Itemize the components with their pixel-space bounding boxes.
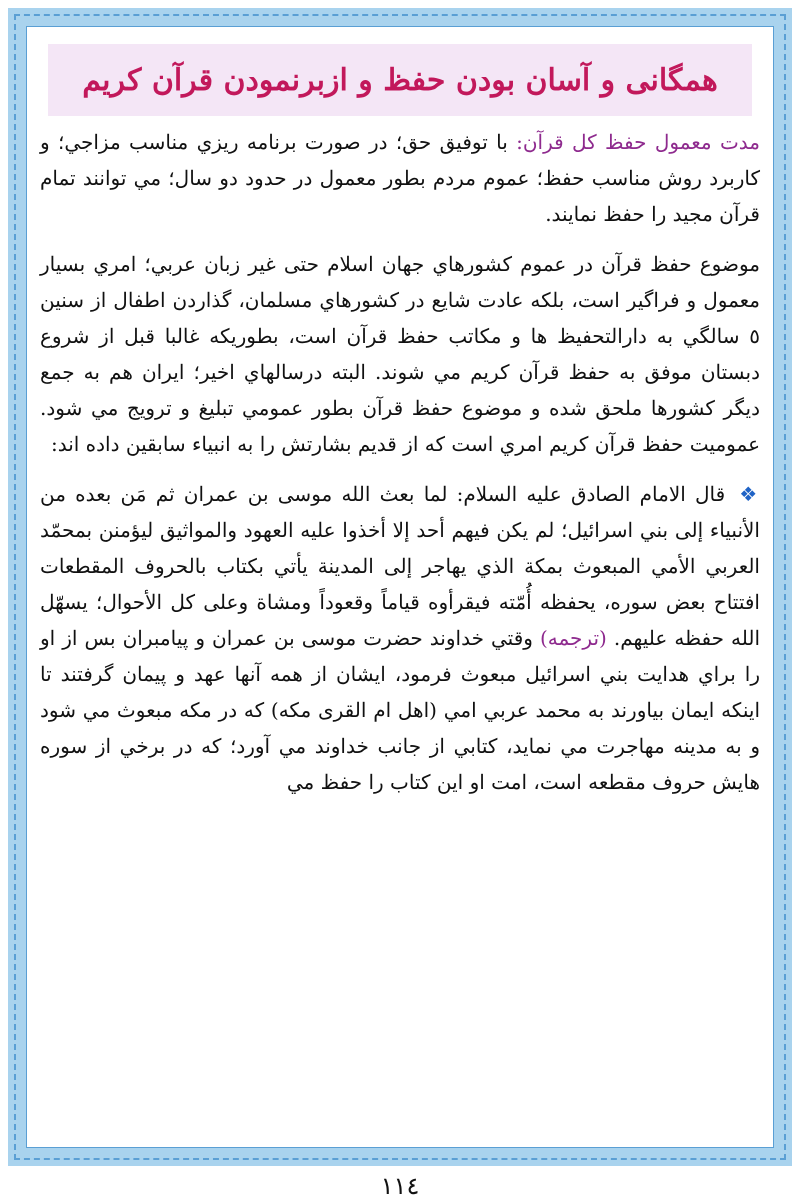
translation-label: (ترجمه)	[539, 626, 607, 650]
page-title: همگانی و آسان بودن حفظ و ازبرنمودن قرآن کریم	[82, 62, 718, 98]
hadith-text: قال الامام الصادق عليه السلام: لما بعث الله موسى بن عمران ثم مَن بعده من الأنبياء إلى بني اسرائيل؛ لم يكن فيهم أحد إلا أخذوا عليه العهود والمواثيق ليؤمنن بمحمّد العربي الأمي المبعوث بمكة الذي يهاجر إلى المدينة يأتي بكتاب بالحروف المقطعات افتتاح بعض سوره، يحفظه أُمّته فيقرأوه قياماً وقعوداً ومشاة وعلى كل الأحوال؛ يسهّل الله حفظه عليهم.	[40, 482, 761, 650]
page-content	[40, 40, 760, 1122]
body-text	[40, 124, 760, 1124]
paragraph-1-text: با توفيق حق؛ در صورت برنامه ريزي مناسب مزاجي؛ و کاربرد روش مناسب حفظ؛ عموم مردم بطور معمول در حدود دو سال؛ مي توانند تمام قرآن مجيد را حفظ نمايند.	[40, 130, 760, 226]
paragraph-2: موضوع حفظ قرآن در عموم کشورهاي جهان اسلام حتى غير زبان عربي؛ امري بسيار معمول و فراگير است، بلکه عادت شايع در کشورهاي مسلمان، گذاردن اطفال از سنين ٥ سالگي به دارالتحفيظ ها و مکاتب حفظ قرآن است، بطوريکه غالبا قبل از شروع دبستان موفق به حفظ قرآن کريم مي شوند. البته درسالهاي اخير؛ ايران هم به جمع ديگر کشورها ملحق شده و موضوع حفظ قرآن بطور عمومي تبليغ و ترويج مي شود. عموميت حفظ قرآن کريم امري است که از قديم بشارتش را به انبياء سابقين داده اند:	[40, 252, 761, 456]
paragraph-3	[40, 476, 760, 800]
paragraph-1	[40, 124, 760, 232]
diamond-bullet-icon: ❖	[739, 482, 760, 506]
translation-text: وقتي خداوند حضرت موسى بن عمران و پيامبران بس از او را براي هدايت بني اسرائيل مبعوث فرمود، ايشان از همه آنها عهد و پيمان گرفتند تا اينکه ايمان بياورند به محمد عربي امي (اهل ام القرى مکه) که در مکه مبعوث مي شود و به مدينه مهاجرت مي نمايد، کتابي از جانب خداوند مي آورد؛ که در برخي از سوره هايش حروف مقطعه است، امت او اين کتاب را حفظ مي	[40, 626, 760, 794]
paragraph-1-lead: مدت معمول حفظ کل قرآن:	[516, 130, 760, 154]
page-number: ١١٤	[380, 1172, 420, 1200]
title-banner	[48, 44, 752, 116]
